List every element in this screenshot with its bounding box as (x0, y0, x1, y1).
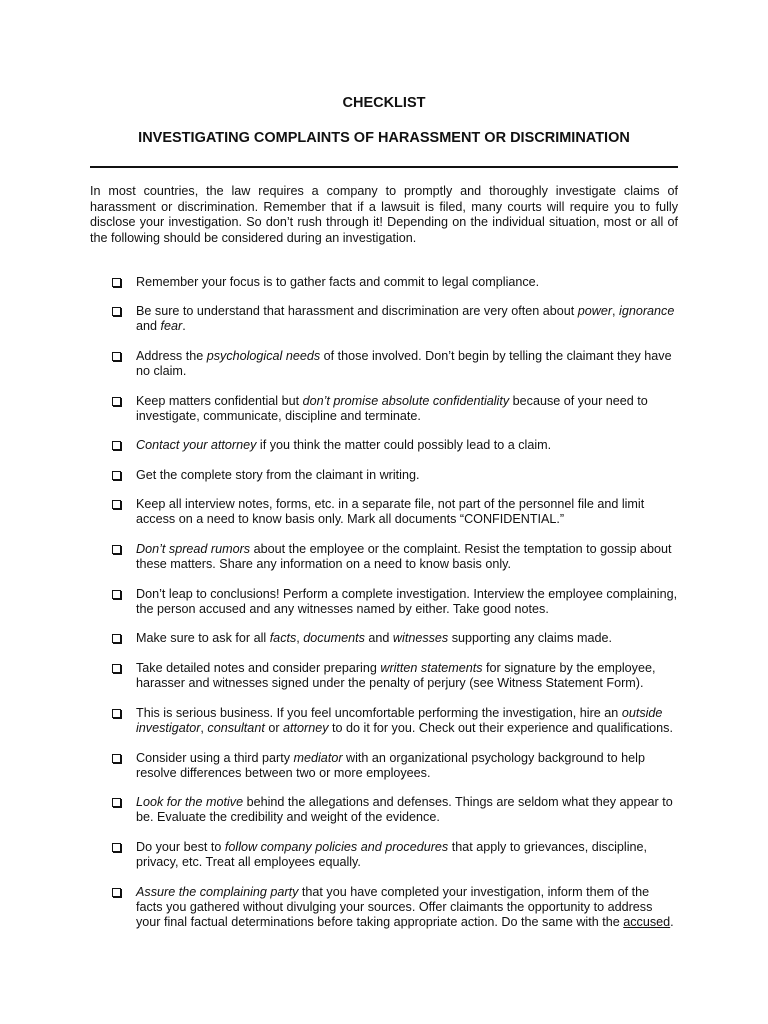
text-segment: . (670, 915, 674, 929)
checkbox-icon (112, 500, 121, 509)
text-segment: Don’t leap to conclusions! Perform a complete investigation. Interview the employee complaining, the person accused and any witnesses named by either. Take good notes. (136, 587, 678, 616)
checklist-item-text (136, 304, 678, 334)
emphasis-text: facts (269, 631, 297, 645)
checklist-item (112, 840, 678, 870)
text-segment: , (200, 721, 208, 735)
text-segment: Do your best to (136, 840, 225, 854)
checkbox-icon (112, 545, 121, 554)
checklist-item (112, 304, 678, 334)
text-segment: Consider using a third party (136, 751, 294, 765)
text-segment: behind the allegations and defenses. Things are seldom what they appear to be. Evaluate the credibility and weight of the evidence. (136, 795, 673, 824)
checklist-item-text (136, 497, 678, 527)
text-segment: Take detailed notes and consider preparing (136, 661, 381, 675)
checkbox-icon (112, 397, 121, 406)
checkbox-icon (112, 441, 121, 450)
checklist-item-text (136, 587, 678, 617)
checkbox-icon (112, 590, 121, 599)
emphasis-text: witnesses (392, 631, 449, 645)
checklist-item (112, 349, 678, 379)
text-segment: Address the (136, 349, 207, 363)
emphasis-text: fear (160, 319, 183, 333)
checklist-item-text (136, 795, 678, 825)
emphasis-text: Look for the motive (136, 795, 244, 809)
checklist-item (112, 885, 678, 930)
checkbox-icon (112, 352, 121, 361)
text-segment: Remember your focus is to gather facts and commit to legal compliance. (136, 275, 540, 289)
checklist-item-text (136, 349, 678, 379)
text-segment: or (264, 721, 284, 735)
text-segment: This is serious business. If you feel uncomfortable performing the investigation, hire an (136, 706, 622, 720)
checkbox-icon (112, 754, 121, 763)
intro-paragraph: In most countries, the law requires a company to promptly and thoroughly investigate claims of harassment or discrimination. Remember that if a lawsuit is filed, many courts will require you to fully disclose your investigation. So don’t rush through it! Depending on the individual situation, most or all of the following should be considered during an investigation. (90, 184, 678, 245)
text-segment: supporting any claims made. (448, 631, 613, 645)
emphasis-text: follow company policies and procedures (224, 840, 449, 854)
checkbox-icon (112, 888, 121, 897)
checklist-item (112, 394, 678, 424)
checklist-item-text (136, 394, 678, 424)
emphasis-text: written statements (380, 661, 483, 675)
checkbox-icon (112, 278, 121, 287)
checklist-item (112, 497, 678, 527)
text-segment: , (296, 631, 304, 645)
checklist-item (112, 587, 678, 617)
checkbox-icon (112, 634, 121, 643)
emphasis-text: mediator (293, 751, 343, 765)
text-segment: for signature by the employee, harasser and witnesses signed under the penalty of perjury (see Witness Statement Form). (136, 661, 656, 690)
checklist-item-text (136, 468, 678, 483)
checklist-item-text (136, 661, 678, 691)
text-segment: to do it for you. Check out their experience and qualifications. (328, 721, 673, 735)
text-segment: that you have completed your investigation, inform them of the facts you gathered without divulging your sources. Offer claimants the opportunity to address your final factual determinations before taking appropriate action. Do the same with the (136, 885, 653, 929)
checklist-item-text (136, 751, 678, 781)
emphasis-text: psychological needs (206, 349, 321, 363)
checklist-item (112, 661, 678, 691)
text-segment: that apply to grievances, discipline, privacy, etc. Treat all employees equally. (136, 840, 648, 869)
checklist-item-text (136, 275, 678, 290)
text-segment: because of your need to investigate, communicate, discipline and terminate. (136, 394, 648, 423)
checkbox-icon (112, 798, 121, 807)
checklist-item (112, 468, 678, 483)
checklist-item (112, 542, 678, 572)
checkbox-icon (112, 709, 121, 718)
checklist-item (112, 275, 678, 290)
text-segment: Make sure to ask for all (136, 631, 270, 645)
checklist-item (112, 751, 678, 781)
checkbox-icon (112, 664, 121, 673)
text-segment: , (612, 304, 620, 318)
text-segment: about the employee or the complaint. Resist the temptation to gossip about these matters. Share any information on a need to know basis only. (136, 542, 672, 571)
checklist-item-text (136, 706, 678, 736)
checkbox-icon (112, 843, 121, 852)
checklist-item-text (136, 542, 678, 572)
text-segment: and (136, 319, 161, 333)
emphasis-text: consultant (207, 721, 265, 735)
emphasis-text: attorney (283, 721, 329, 735)
emphasis-text: don’t promise absolute confidentiality (302, 394, 510, 408)
document-subtitle: INVESTIGATING COMPLAINTS OF HARASSMENT OR DISCRIMINATION (138, 130, 630, 146)
text-segment: . (182, 319, 186, 333)
emphasis-text: Don’t spread rumors (136, 542, 251, 556)
text-segment: and (364, 631, 393, 645)
emphasis-text: Contact your attorney (136, 438, 257, 452)
text-segment: Keep matters confidential but (136, 394, 303, 408)
checklist-item-text (136, 631, 678, 646)
checklist-item (112, 795, 678, 825)
checklist-item (112, 438, 678, 453)
text-segment: Be sure to understand that harassment and discrimination are very often about (136, 304, 578, 318)
emphasis-text: Assure the complaining party (136, 885, 299, 899)
checklist-item (112, 706, 678, 736)
checklist-item (112, 631, 678, 646)
emphasis-text: power (577, 304, 613, 318)
title-divider (90, 166, 678, 168)
checklist-item-text (136, 840, 678, 870)
text-segment: of those involved. Don’t begin by telling the claimant they have no claim. (136, 349, 672, 378)
emphasis-text: outside investigator (136, 706, 663, 735)
document-title: CHECKLIST (342, 95, 426, 111)
text-segment: if you think the matter could possibly lead to a claim. (256, 438, 552, 452)
text-segment: with an organizational psychology background to help resolve differences between two or more employees. (136, 751, 645, 780)
emphasis-text: documents (303, 631, 365, 645)
checklist-item-text (136, 885, 678, 930)
underlined-text: accused (623, 915, 671, 929)
checkbox-icon (112, 307, 121, 316)
text-segment: Get the complete story from the claimant in writing. (136, 468, 420, 482)
checklist-item-text (136, 438, 678, 453)
text-segment: Keep all interview notes, forms, etc. in a separate file, not part of the personnel file and limit access on a need to know basis only. Mark all documents “CONFIDENTIAL.” (136, 497, 645, 526)
emphasis-text: ignorance (619, 304, 675, 318)
checkbox-icon (112, 471, 121, 480)
